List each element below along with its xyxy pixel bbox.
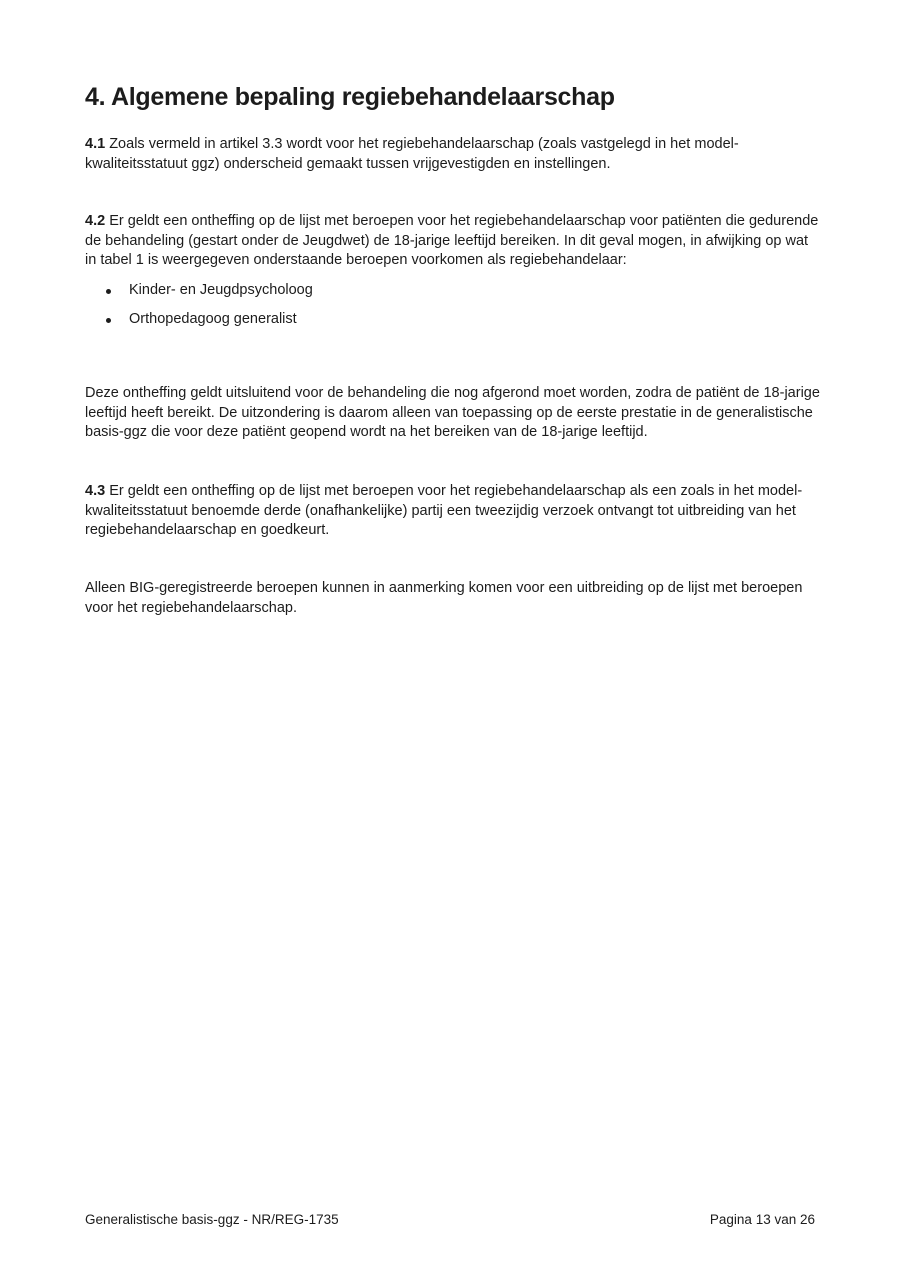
paragraph-4-3-number: 4.3	[85, 483, 106, 499]
paragraph-exemption: Deze ontheffing geldt uitsluitend voor de behandeling die nog afgerond moet worden, zodra de patiënt de 18-jarige leeftijd heeft bereikt. De uitzondering is daarom alleen van toepassing op de eerste prestatie in de generalistische basis-ggz die voor deze patiënt geopend wordt na het bereiken van de 18-jarige leeftijd.	[85, 385, 820, 441]
paragraph-4-3	[85, 482, 820, 541]
paragraph-4-2-number: 4.2	[85, 213, 106, 229]
page-footer	[85, 1211, 815, 1229]
list-item	[85, 281, 820, 301]
list-item-label: Orthopedagoog generalist	[129, 311, 297, 327]
paragraph-4-1-number: 4.1	[85, 136, 106, 152]
list-item-label: Kinder- en Jeugdpsycholoog	[129, 282, 313, 298]
footer-page-number: Pagina 13 van 26	[709, 1212, 815, 1227]
paragraph-4-1-text: Zoals vermeld in artikel 3.3 wordt voor het regiebehandelaarschap (zoals vastgelegd in het model-kwaliteitsstatuut ggz) onderscheid gemaakt tussen vrijgevestigden en instellingen.	[85, 136, 739, 172]
paragraph-big-registration: Alleen BIG-geregistreerde beroepen kunnen in aanmerking komen voor een uitbreiding op de lijst met beroepen voor het regiebehandelaarschap.	[85, 580, 803, 616]
bullet-icon	[106, 289, 111, 294]
bullet-icon	[106, 318, 111, 323]
section-heading: 4. Algemene bepaling regiebehandelaarschap	[85, 83, 615, 111]
paragraph-4-2	[85, 212, 820, 271]
paragraph-4-2-text: Er geldt een ontheffing op de lijst met beroepen voor het regiebehandelaarschap voor patiënten die gedurende de behandeling (gestart onder de Jeugdwet) de 18-jarige leeftijd bereiken. In dit geval mogen, in afwijking op wat in tabel 1 is weergegeven onderstaande beroepen voorkomen als regiebehandelaar:	[85, 213, 819, 269]
paragraph-4-1	[85, 135, 820, 174]
list-item	[85, 310, 820, 330]
footer-document-title: Generalistische basis-ggz - NR/REG-1735	[85, 1212, 339, 1227]
paragraph-4-3-text: Er geldt een ontheffing op de lijst met beroepen voor het regiebehandelaarschap als een zoals in het model-kwaliteitsstatuut benoemde derde (onafhankelijke) partij een tweezijdig verzoek ontvangt tot uitbreiding van het regiebehandelaarschap en goedkeurt.	[85, 483, 803, 539]
